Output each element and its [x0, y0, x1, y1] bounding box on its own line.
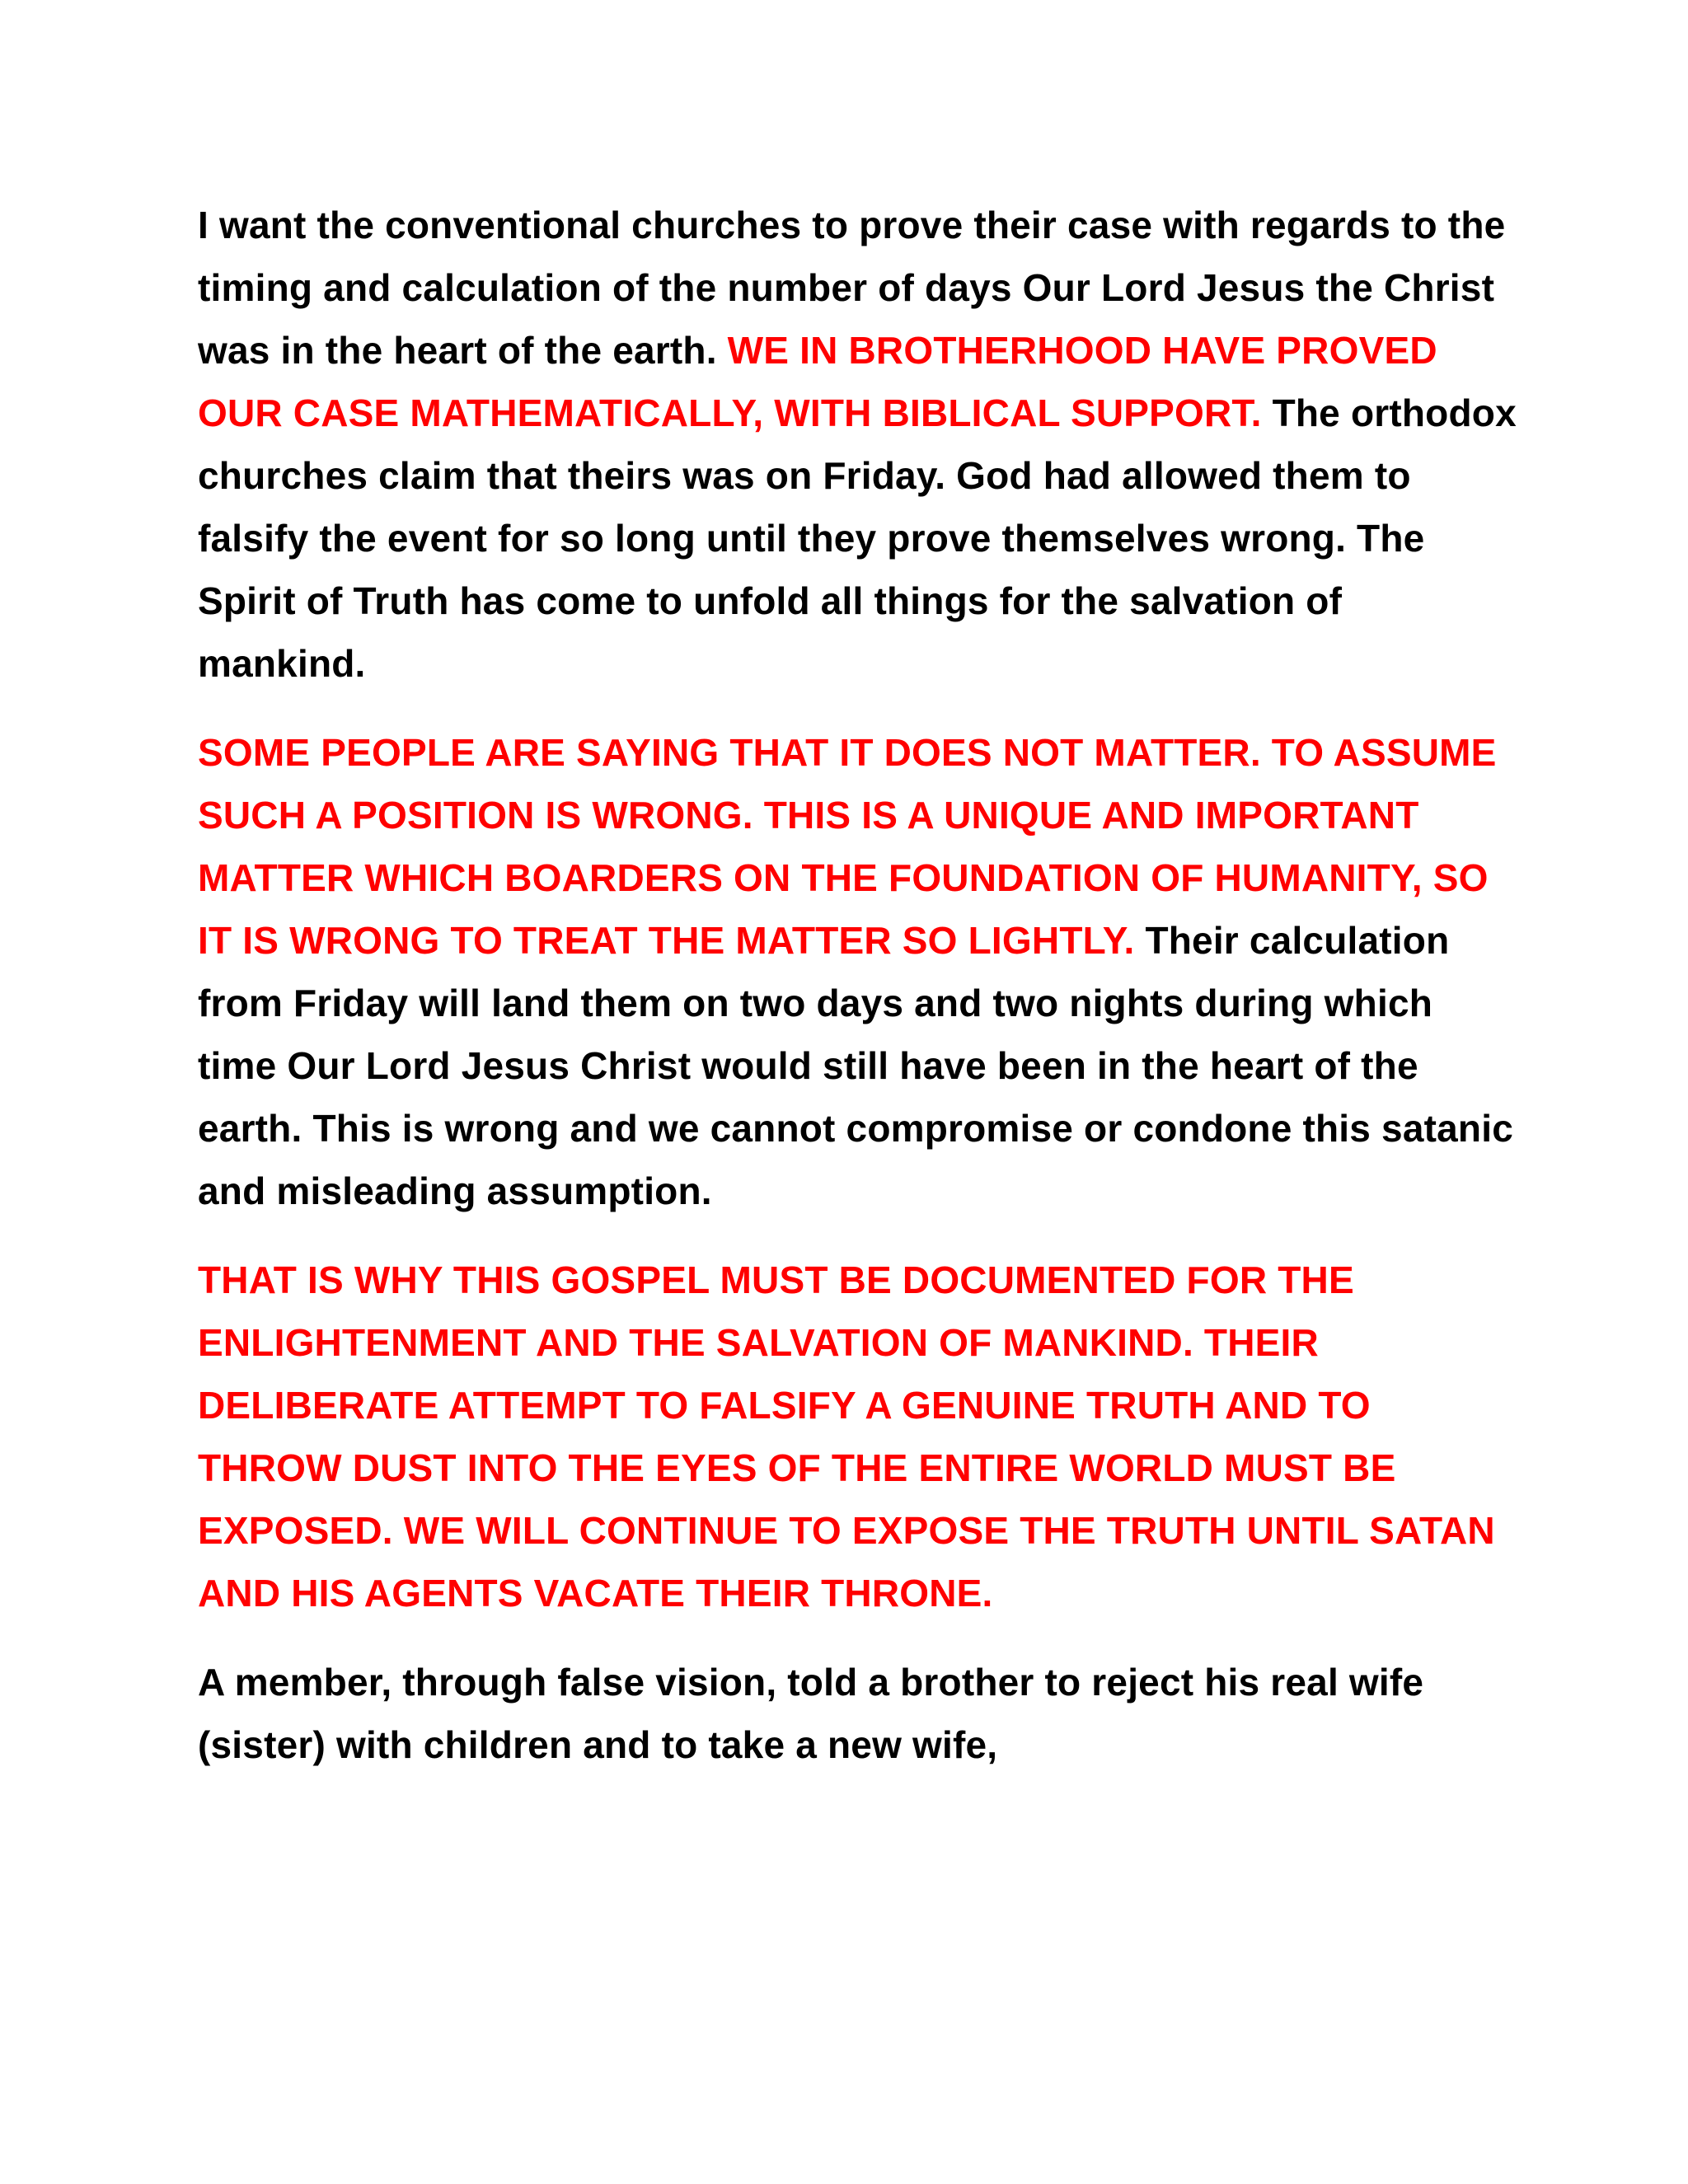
paragraph-2-emphasis: SOME PEOPLE ARE SAYING THAT IT DOES NOT MATTER. TO ASSUME SUCH A POSITION IS WRONG. THIS IS A UNIQUE AND IMPORTANT MATTER WHICH BOARDERS ON THE FOUNDATION OF HUMANITY, SO IT IS WRONG TO TREAT THE MATTER SO LIGHTLY.	[198, 731, 1497, 962]
paragraph-1-text-continued: The orthodox churches claim that theirs was on Friday. God had allowed them to falsify the event for so long until they prove themselves wrong. The Spirit of Truth has come to unfold all things for the salvation of mankind.	[198, 391, 1517, 685]
paragraph-2-text: Their calculation from Friday will land them on two days and two nights during which time Our Lord Jesus Christ would still have been in the heart of the earth. This is wrong and we cannot compromise or condone this satanic and misleading assumption.	[198, 919, 1513, 1212]
paragraph-3	[198, 1249, 1517, 1624]
paragraph-1-text: I want the conventional churches to prove their case with regards to the timing and calculation of the number of days Our Lord Jesus the Christ was in the heart of the earth.	[198, 204, 1506, 372]
paragraph-2	[198, 721, 1517, 1222]
paragraph-1-emphasis: WE IN BROTHERHOOD HAVE PROVED OUR CASE MATHEMATICALLY, WITH BIBLICAL SUPPORT.	[198, 329, 1437, 434]
paragraph-4	[198, 1651, 1517, 1776]
document-page	[198, 194, 1517, 1802]
paragraph-3-emphasis: THAT IS WHY THIS GOSPEL MUST BE DOCUMENTED FOR THE ENLIGHTENMENT AND THE SALVATION OF MANKIND. THEIR DELIBERATE ATTEMPT TO FALSIFY A GENUINE TRUTH AND TO THROW DUST INTO THE EYES OF THE ENTIRE WORLD MUST BE EXPOSED. WE WILL CONTINUE TO EXPOSE THE TRUTH UNTIL SATAN AND HIS AGENTS VACATE THEIR THRONE.	[198, 1258, 1495, 1615]
paragraph-4-text: A member, through false vision, told a brother to reject his real wife (sister) with children and to take a new wife,	[198, 1661, 1424, 1766]
paragraph-1	[198, 194, 1517, 695]
